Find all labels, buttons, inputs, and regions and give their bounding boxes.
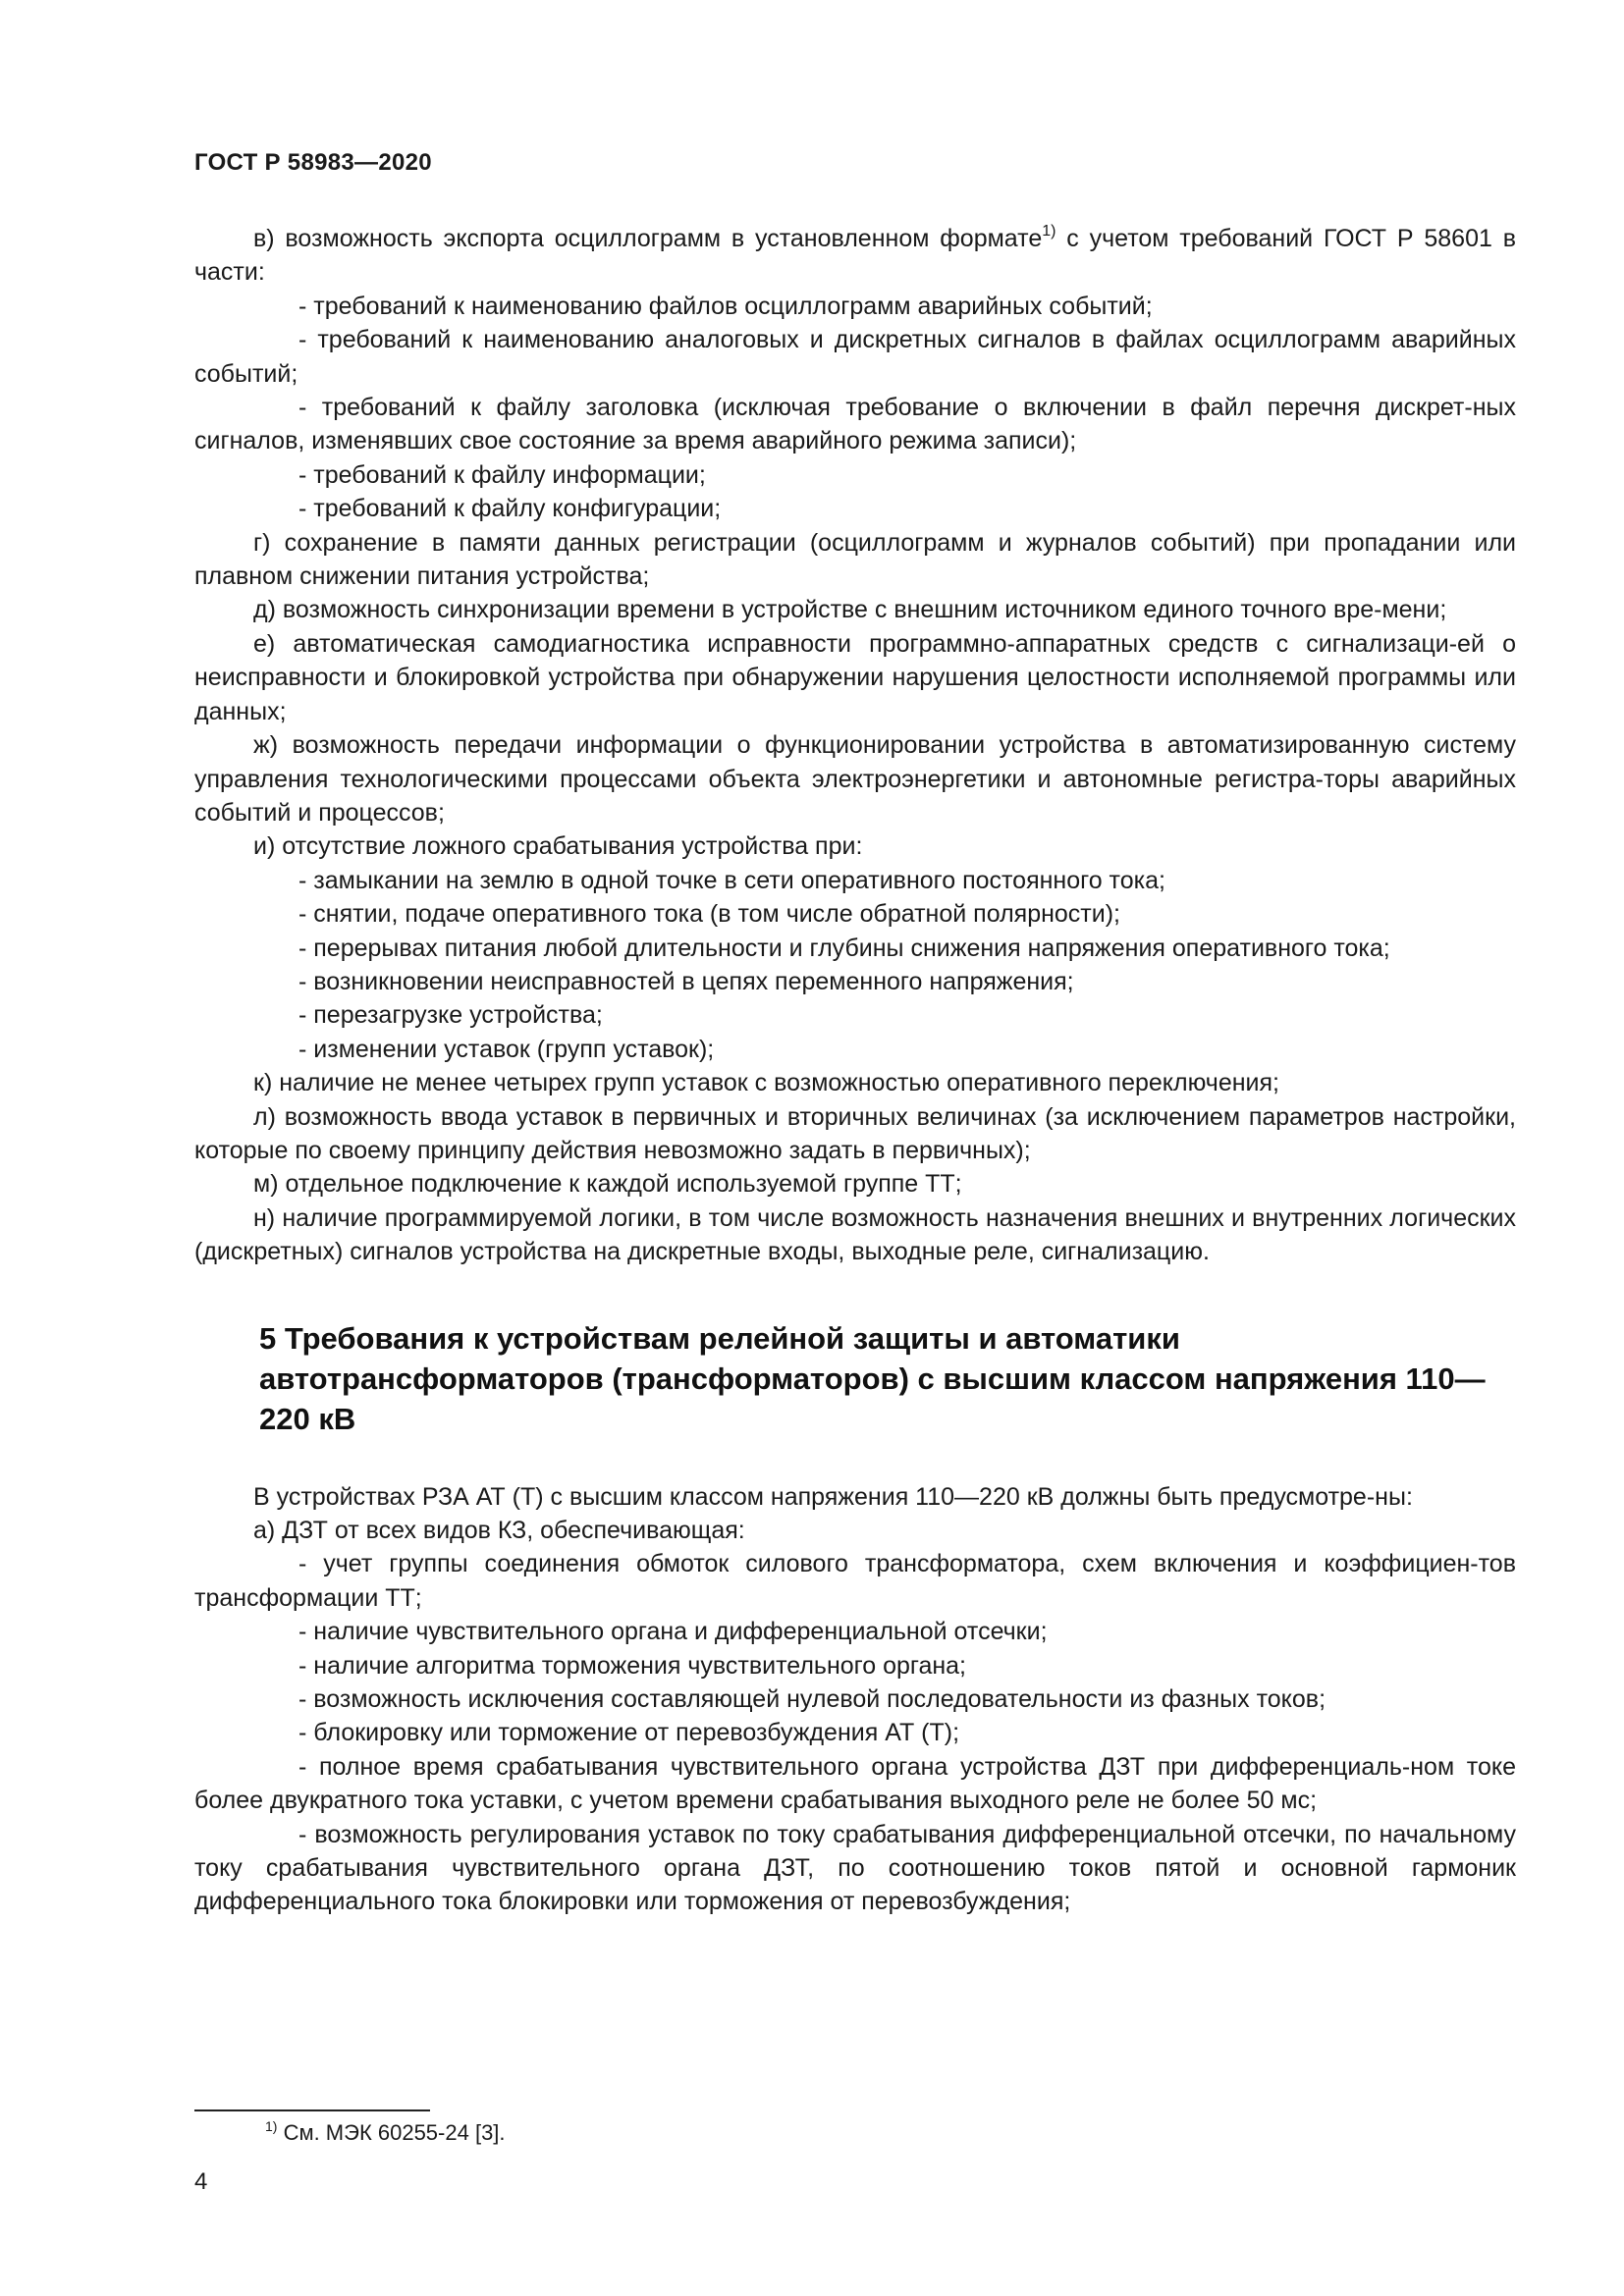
footnote-reference[interactable]: 1) [1042,223,1056,240]
sub-item: - требований к наименованию аналоговых и дискретных сигналов в файлах осциллограмм аварийных событий; [194,326,1516,388]
list-item-v [194,222,1516,290]
sub-item: - возможность регулирования уставок по току срабатывания дифференциальной отсечки, по начальному току срабатывания чувствительного органа ДЗТ, по соотношению токов пятой и основной гармоник дифференциального тока блокировки или торможения от перевозбуждения; [194,1820,1516,1916]
sub-item: - перерывах питания любой длительности и глубины снижения напряжения оперативного тока; [298,934,1390,962]
list-item-n: н) наличие программируемой логики, в том числе возможность назначения внешних и внутренних логических (дискретных) сигналов устройства на дискретные входы, выходные реле, сигнализацию. [194,1203,1516,1266]
footnote-text: См. МЭК 60255-24 [3]. [277,2120,506,2145]
footnote-mark: 1) [265,2118,278,2134]
list-item-l: л) возможность ввода уставок в первичных и вторичных величинах (за исключением параметров настройки, которые по своему принципу действия невозможно задать в первичных); [194,1102,1516,1164]
sub-item: - изменении уставок (групп уставок); [298,1035,715,1063]
document-header: ГОСТ Р 58983—2020 [194,149,432,176]
sub-item: - наличие чувствительного органа и дифференциальной отсечки; [298,1618,1048,1646]
sub-item: - учет группы соединения обмоток силового трансформатора, схем включения и коэффициен-тов трансформации ТТ; [194,1550,1516,1612]
list-item-a: а) ДЗТ от всех видов КЗ, обеспечивающая: [253,1517,745,1544]
page-number: 4 [194,2168,208,2195]
sub-item: - снятии, подаче оперативного тока (в том числе обратной полярности); [298,900,1120,929]
list-item-g: г) сохранение в памяти данных регистрации (осциллограмм и журналов событий) при пропадании или плавном снижении питания устройства; [194,528,1516,591]
sub-item: - возникновении неисправностей в цепях переменного напряжения; [298,967,1074,995]
list-item-text: с учетом требований ГОСТ Р 58601 в части: [194,225,1516,287]
sub-item: - требований к файлу конфигурации; [298,495,722,523]
list-item-text: в) возможность экспорта осциллограмм в установленном формате [253,225,1043,252]
list-item-k: к) наличие не менее четырех групп уставок с возможностью оперативного переключения; [253,1069,1279,1097]
sub-item: - требований к файлу информации; [298,460,706,489]
list-item-d: д) возможность синхронизации времени в устройстве с внешним источником единого точного вре-мени; [253,596,1447,624]
sub-item: - замыкании на землю в одной точке в сети оперативного постоянного тока; [298,866,1165,894]
page-body [194,222,1516,1919]
section-5-heading: 5 Требования к устройствам релейной защиты и автоматики автотрансформаторов (трансформаторов) с высшим классом напряжения 110—220 кВ [259,1320,1486,1436]
sub-item: - возможность исключения составляющей нулевой последовательности из фазных токов; [298,1685,1326,1714]
section-intro: В устройствах РЗА АТ (Т) с высшим классом напряжения 110—220 кВ должны быть предусмотре-ны: [253,1482,1413,1511]
sub-item: - наличие алгоритма торможения чувствительного органа; [298,1651,967,1680]
list-item-e: е) автоматическая самодиагностика исправности программно-аппаратных средств с сигнализаци-ей о неисправности и блокировкой устройства при обнаружении нарушения целостности исполняемой программы или данных; [194,629,1516,725]
sub-item: - перезагрузке устройства; [298,1001,603,1030]
list-item-zh: ж) возможность передачи информации о функционировании устройства в автоматизированную систему управления технологическими процессами объекта электроэнергетики и автономные регистра-торы аварийных событий и процессов; [194,731,1516,827]
list-item-i: и) отсутствие ложного срабатывания устройства при: [253,832,863,861]
sub-item: - полное время срабатывания чувствительного органа устройства ДЗТ при дифференциаль-ном токе более двукратного тока уставки, с учетом времени срабатывания выходного реле не более 50 мс; [194,1752,1516,1815]
footnote-divider [194,2109,430,2111]
sub-item: - требований к файлу заголовка (исключая требование о включении в файл перечня дискрет-ных сигналов, изменявших свое состояние за время аварийного режима записи); [194,394,1516,455]
footnote [265,2118,506,2148]
list-item-m: м) отдельное подключение к каждой используемой группе ТТ; [253,1170,962,1199]
sub-item: - требований к наименованию файлов осциллограмм аварийных событий; [298,292,1153,320]
sub-item: - блокировку или торможение от перевозбуждения АТ (Т); [298,1719,960,1747]
